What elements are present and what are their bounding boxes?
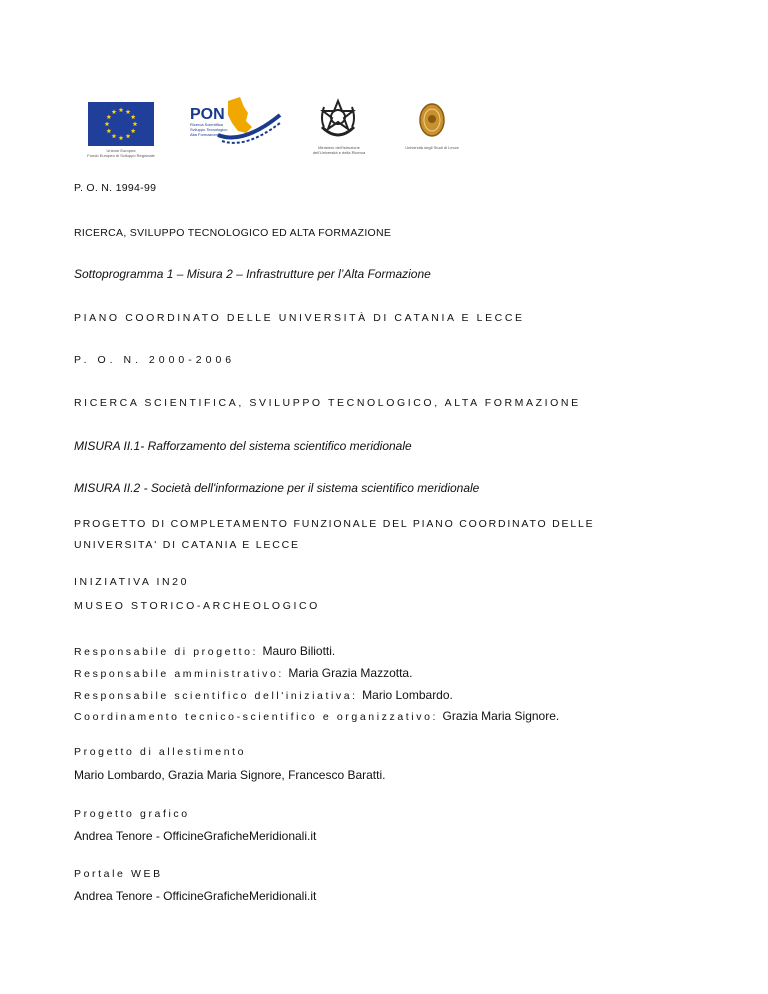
pon-sub-2: Sviluppo Tecnologico [190,127,228,132]
research-line-1: RICERCA, SVILUPPO TECNOLOGICO ED ALTA FORMAZIONE [74,227,392,239]
ministry-caption [301,145,377,155]
pon-sub-3: Alta Formazione [190,132,220,137]
museo-line: MUSEO STORICO-ARCHEOLOGICO [74,600,320,612]
credit-label: Responsabile amministrativo: [74,668,284,680]
progetto-line-2: UNIVERSITA' DI CATANIA E LECCE [74,539,300,551]
credit-row [74,664,412,682]
eu-caption [80,148,162,158]
eu-caption-line-1: Unione Europea [106,148,136,153]
misura-2-line: MISURA II.2 - Società dell'informazione per il sistema scientifico meridionale [74,481,480,495]
credit-row [74,642,335,660]
section-text: Andrea Tenore - OfficineGraficheMeridionali.it [74,889,317,903]
eu-flag-logo [88,102,154,146]
italian-republic-emblem [318,97,358,141]
credit-label: Coordinamento tecnico-scientifico e organizzativo: [74,711,439,723]
credit-row [74,707,559,725]
pon-logo [188,95,283,150]
piano-coordinato-line: PIANO COORDINATO DELLE UNIVERSITÀ DI CATANIA E LECCE [74,312,525,324]
ministry-caption-line-2: dell'Università e della Ricerca [312,150,366,155]
credit-name: Grazia Maria Signore. [442,709,560,723]
research-line-2: RICERCA SCIENTIFICA, SVILUPPO TECNOLOGICO, ALTA FORMAZIONE [74,397,581,409]
logo-strip [75,95,495,165]
credit-row [74,686,453,704]
credit-name: Mauro Biliotti. [262,644,336,658]
section-title: Progetto grafico [74,808,190,820]
pon-2000-heading: P. O. N. 2000-2006 [74,354,236,366]
university-caption [393,145,471,150]
section-text: Mario Lombardo, Grazia Maria Signore, Francesco Baratti. [74,768,386,782]
sottoprogramma-line: Sottoprogramma 1 – Misura 2 – Infrastrutture per l’Alta Formazione [74,267,431,281]
university-seal [418,102,446,138]
progetto-line-1: PROGETTO DI COMPLETAMENTO FUNZIONALE DEL PIANO COORDINATO DELLE [74,518,595,530]
pon-1994-heading: P. O. N. 1994-99 [74,182,157,194]
credit-name: Mario Lombardo. [362,688,453,702]
eu-caption-line-2: Fondo Europeo di Sviluppo Regionale [87,153,155,158]
pon-label: PON [190,106,225,123]
credit-name: Maria Grazia Mazzotta. [288,666,413,680]
section-text: Andrea Tenore - OfficineGraficheMeridionali.it [74,829,317,843]
section-title: Portale WEB [74,868,163,880]
credit-label: Responsabile scientifico dell'iniziativa: [74,690,358,702]
ministry-caption-line-1: Ministero dell'Istruzione [318,145,360,150]
credit-label: Responsabile di progetto: [74,646,259,658]
iniziativa-line: INIZIATIVA IN20 [74,576,190,588]
misura-1-line: MISURA II.1- Rafforzamento del sistema scientifico meridionale [74,439,412,453]
university-caption-line: Università degli Studi di Lecce [405,145,459,150]
pon-sub-1: Ricerca Scientifica [190,122,223,127]
section-title: Progetto di allestimento [74,746,247,758]
